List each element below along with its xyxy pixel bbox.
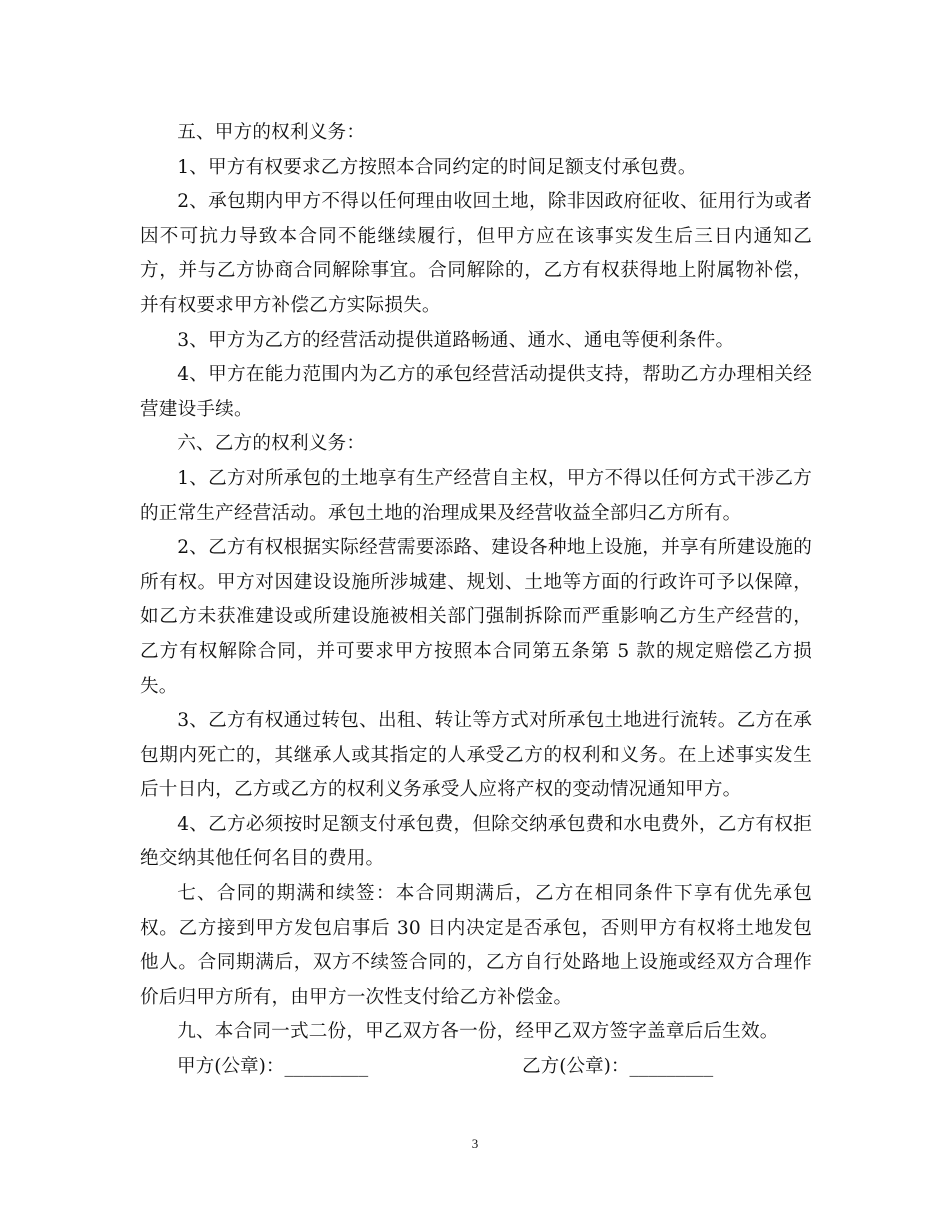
signature-row [140,1050,812,1085]
section-copies: 九、本合同一式二份，甲乙双方各一份，经甲乙双方签字盖章后后生效。 [177,1021,779,1043]
section-renewal: 七、合同的期满和续签：本合同期满后，乙方在相同条件下享有优先承包权。乙方接到甲方发包启事后 30 日内决定是否承包，否则甲方有权将土地发包他人。合同期满后，双方不续签合同的，乙方自行处路地上设施或经双方合理作价后归甲方所有，由甲方一次性支付给乙方补偿金。 [140,883,812,1008]
document-body [140,116,812,1085]
page-number: 3 [471,1136,479,1151]
clause-b3: 3、乙方有权通过转包、出租、转让等方式对所承包土地进行流转。乙方在承包期内死亡的，其继承人或其指定的人承受乙方的权利和义务。在上述事实发生后十日内，乙方或乙方的权利义务承受人应将产权的变动情况通知甲方。 [140,710,812,801]
clause-a4: 4、甲方在能力范围内为乙方的承包经营活动提供支持，帮助乙方办理相关经营建设手续。 [140,364,812,420]
section-heading-party-b: 六、乙方的权利义务： [177,433,366,455]
section-heading-party-a: 五、甲方的权利义务： [177,122,366,143]
clause-b2: 2、乙方有权根据实际经营需要添路、建设各种地上设施，并享有所建设施的所有权。甲方对因建设设施所涉城建、规划、土地等方面的行政许可予以保障，如乙方未获准建设或所建设施被相关部门强制拆除而严重影响乙方生产经营的，乙方有权解除合同，并可要求甲方按照本合同第五条第 5 款的规定赔偿乙方损失。 [140,537,812,697]
party-a-signature: 甲方(公章)：_________ [177,1056,369,1078]
clause-b4: 4、乙方必须按时足额支付承包费，但除交纳承包费和水电费外，乙方有权拒绝交纳其他任何名目的费用。 [140,813,812,870]
clause-a2: 2、承包期内甲方不得以任何理由收回土地，除非因政府征收、征用行为或者因不可抗力导致本合同不能继续履行，但甲方应在该事实发生后三日内通知乙方，并与乙方协商合同解除事宜。合同解除的，乙方有权获得地上附属物补偿，并有权要求甲方补偿乙方实际损失。 [140,191,812,316]
party-b-signature: 乙方(公章)：_________ [522,1056,714,1078]
clause-a3: 3、甲方为乙方的经营活动提供道路畅通、通水、通电等便利条件。 [177,329,735,351]
clause-a1: 1、甲方有权要求乙方按照本合同约定的时间足额支付承包费。 [177,156,697,178]
clause-b1: 1、乙方对所承包的土地享有生产经营自主权，甲方不得以任何方式干涉乙方的正常生产经营活动。承包土地的治理成果及经营收益全部归乙方所有。 [140,467,812,524]
